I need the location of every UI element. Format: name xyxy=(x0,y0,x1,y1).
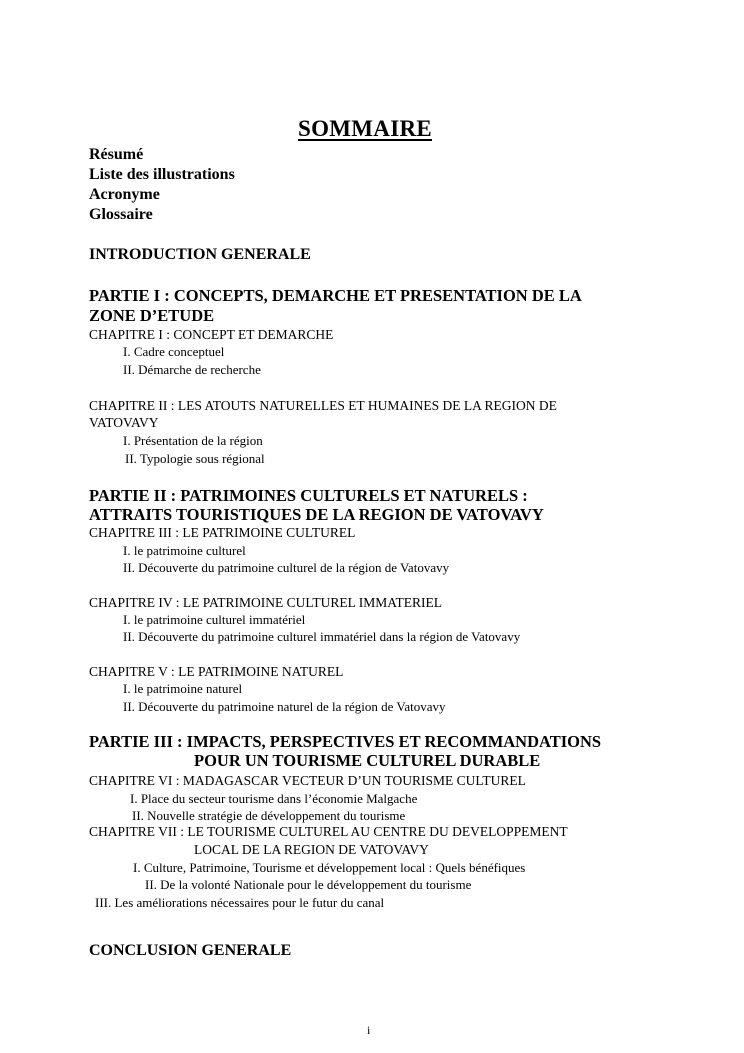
partie1-title-line1: PARTIE I : CONCEPTS, DEMARCHE ET PRESENTATION DE LA xyxy=(89,286,582,305)
toc-resume: Résumé xyxy=(89,146,144,163)
chapitre2-title-line2: VATOVAVY xyxy=(89,415,159,430)
chapitre6-item-2: II. Nouvelle stratégie de développement du tourisme xyxy=(132,808,406,823)
chapitre1-title: CHAPITRE I : CONCEPT ET DEMARCHE xyxy=(89,327,334,342)
chapitre4-item-2: II. Découverte du patrimoine culturel immatériel dans la région de Vatovavy xyxy=(123,629,521,644)
toc-introduction: INTRODUCTION GENERALE xyxy=(89,246,311,263)
chapitre4-title: CHAPITRE IV : LE PATRIMOINE CULTUREL IMMATERIEL xyxy=(89,595,443,610)
chapitre3-item-1: I. le patrimoine culturel xyxy=(123,543,246,558)
chapitre5-item-1: I. le patrimoine naturel xyxy=(123,681,243,696)
partie2-title-line2: ATTRAITS TOURISTIQUES DE LA REGION DE VATOVAVY xyxy=(89,505,544,524)
chapitre3-item-2: II. Découverte du patrimoine culturel de la région de Vatovavy xyxy=(123,560,450,575)
partie3-title-line1: PARTIE III : IMPACTS, PERSPECTIVES ET RECOMMANDATIONS xyxy=(89,732,602,751)
toc-acronyme: Acronyme xyxy=(89,186,160,203)
chapitre4-item-1: I. le patrimoine culturel immatériel xyxy=(123,612,306,627)
chapitre3-title: CHAPITRE III : LE PATRIMOINE CULTUREL xyxy=(89,525,356,540)
partie3-title-line2: POUR UN TOURISME CULTUREL DURABLE xyxy=(194,751,541,770)
partie2-title-line1: PARTIE II : PATRIMOINES CULTURELS ET NATURELS : xyxy=(89,486,528,505)
chapitre6-title: CHAPITRE VI : MADAGASCAR VECTEUR D’UN TOURISME CULTUREL xyxy=(89,773,526,788)
toc-glossaire: Glossaire xyxy=(89,206,153,223)
chapitre2-title-line1: CHAPITRE II : LES ATOUTS NATURELLES ET HUMAINES DE LA REGION DE xyxy=(89,398,557,413)
chapitre6-item-1: I. Place du secteur tourisme dans l’économie Malgache xyxy=(130,791,418,806)
chapitre5-title: CHAPITRE V : LE PATRIMOINE NATUREL xyxy=(89,664,344,679)
chapitre5-item-2: II. Découverte du patrimoine naturel de la région de Vatovavy xyxy=(123,699,446,714)
chapitre7-item-2: II. De la volonté Nationale pour le développement du tourisme xyxy=(145,877,472,892)
page-number: i xyxy=(367,1023,371,1037)
page-title: SOMMAIRE xyxy=(298,116,433,141)
partie1-title-line2: ZONE D’ETUDE xyxy=(89,306,215,325)
chapitre1-item-2: II. Démarche de recherche xyxy=(123,362,261,377)
chapitre7-item-1: I. Culture, Patrimoine, Tourisme et développement local : Quels bénéfiques xyxy=(133,860,526,875)
toc-conclusion: CONCLUSION GENERALE xyxy=(89,942,292,959)
chapitre2-item-1: I. Présentation de la région xyxy=(123,433,263,448)
chapitre1-item-1: I. Cadre conceptuel xyxy=(123,344,225,359)
chapitre2-item-2: II. Typologie sous régional xyxy=(125,451,265,466)
chapitre7-title-line2: LOCAL DE LA REGION DE VATOVAVY xyxy=(194,842,429,857)
chapitre7-title-line1: CHAPITRE VII : LE TOURISME CULTUREL AU CENTRE DU DEVELOPPEMENT xyxy=(89,824,568,839)
toc-liste-illustrations: Liste des illustrations xyxy=(89,166,235,183)
chapitre7-item-3: III. Les améliorations nécessaires pour le futur du canal xyxy=(95,895,385,910)
